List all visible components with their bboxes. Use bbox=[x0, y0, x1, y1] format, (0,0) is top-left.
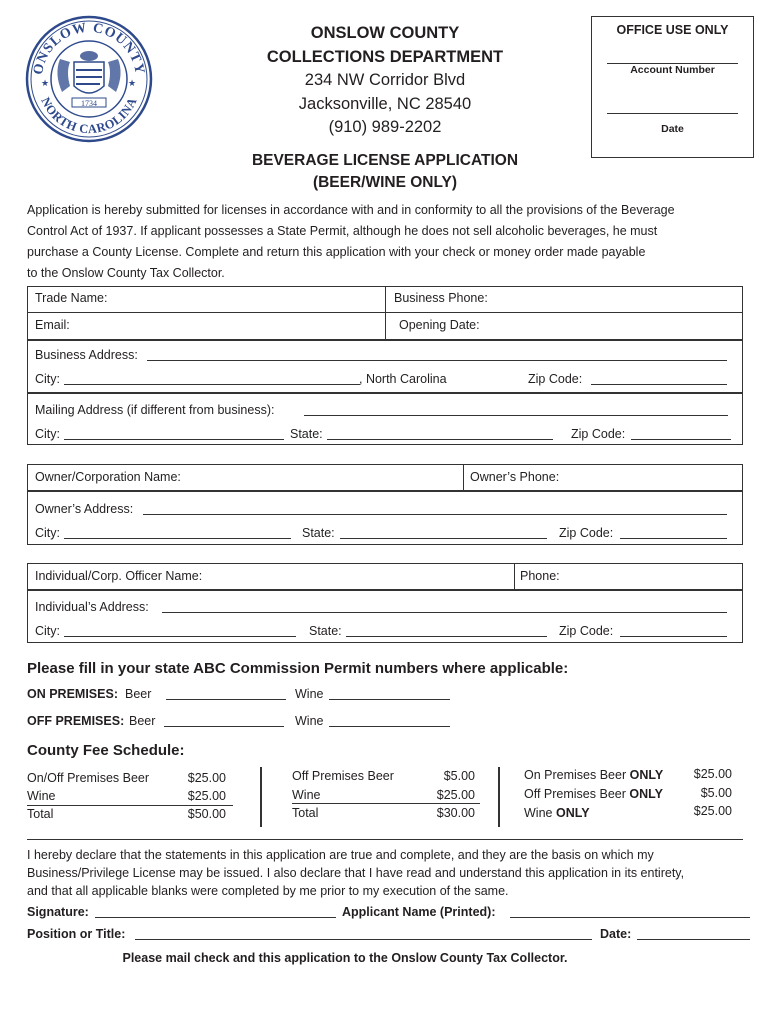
office-use-box bbox=[591, 16, 754, 158]
mailing-address-field[interactable] bbox=[304, 415, 728, 416]
officer-address-field[interactable] bbox=[162, 612, 727, 613]
declaration-date-field[interactable] bbox=[637, 939, 750, 940]
fee-label: Wine bbox=[524, 806, 553, 820]
off-premises-beer-field[interactable] bbox=[164, 726, 284, 727]
fee-label: Wine bbox=[27, 789, 56, 803]
mailing-state-label: State: bbox=[290, 427, 323, 441]
fee-amount: $5.00 bbox=[443, 769, 475, 783]
on-premises-wine-field[interactable] bbox=[329, 699, 450, 700]
owner-state-field[interactable] bbox=[340, 538, 547, 539]
form-title bbox=[200, 150, 570, 194]
email-label: Email: bbox=[35, 318, 70, 332]
street-address: 234 NW Corridor Blvd bbox=[304, 71, 466, 89]
svg-text:★: ★ bbox=[128, 78, 137, 88]
fee-schedule-title: County Fee Schedule: bbox=[27, 742, 185, 759]
fee-amount: $25.00 bbox=[187, 789, 226, 803]
fee-amount: $25.00 bbox=[187, 771, 226, 785]
fee-label: On/Off Premises Beer bbox=[27, 771, 150, 785]
fee-label-only: ONLY bbox=[629, 768, 664, 782]
fee-label-group bbox=[524, 787, 663, 801]
mail-instruction: Please mail check and this application to the Onslow County Tax Collector. bbox=[122, 951, 568, 965]
declaration-line: Business/Privilege License may be issued. I also declare that I have read and understand this application in its entirety, bbox=[27, 866, 685, 880]
position-title-label: Position or Title: bbox=[27, 927, 126, 941]
intro-line: purchase a County License. Complete and return this application with your check or money order made payable bbox=[27, 245, 646, 259]
declaration-line: and that all applicable blanks were completed by me prior to my execution of the same. bbox=[27, 884, 509, 898]
abc-permits-title: Please fill in your state ABC Commission Permit numbers where applicable: bbox=[27, 660, 569, 677]
business-phone-label: Business Phone: bbox=[394, 291, 488, 305]
fee-label: Off Premises Beer bbox=[524, 787, 626, 801]
mailing-state-field[interactable] bbox=[327, 439, 553, 440]
fee-label-group bbox=[524, 768, 663, 782]
fee-label: Off Premises Beer bbox=[292, 769, 394, 783]
fee-amount: $25.00 bbox=[693, 767, 732, 781]
owner-zip-label: Zip Code: bbox=[559, 526, 614, 540]
mailing-zip-field[interactable] bbox=[631, 439, 731, 440]
officer-address-label: Individual’s Address: bbox=[35, 600, 149, 614]
off-premises-label: OFF PREMISES: bbox=[27, 714, 125, 728]
off-premises-beer-label: Beer bbox=[129, 714, 156, 728]
mailing-city-field[interactable] bbox=[64, 439, 284, 440]
owner-city-label: City: bbox=[35, 526, 60, 540]
on-premises-label: ON PREMISES: bbox=[27, 687, 118, 701]
declaration-paragraph bbox=[27, 846, 757, 900]
department-header bbox=[250, 22, 520, 140]
account-number-label: Account Number bbox=[630, 64, 715, 76]
on-premises-wine-label: Wine bbox=[295, 687, 324, 701]
office-use-title: OFFICE USE ONLY bbox=[616, 23, 729, 37]
on-premises-beer-field[interactable] bbox=[166, 699, 286, 700]
business-city-label: City: bbox=[35, 372, 60, 386]
owner-address-label: Owner’s Address: bbox=[35, 502, 134, 516]
owner-state-label: State: bbox=[302, 526, 335, 540]
form-title-line2: (BEER/WINE ONLY) bbox=[312, 174, 458, 191]
business-zip-field[interactable] bbox=[591, 384, 727, 385]
fee-label-group bbox=[524, 806, 590, 820]
owner-name-label: Owner/Corporation Name: bbox=[35, 470, 181, 484]
fee-label: Wine bbox=[292, 788, 321, 802]
owner-address-field[interactable] bbox=[143, 514, 727, 515]
phone-number: (910) 989-2202 bbox=[328, 118, 442, 136]
owner-phone-label: Owner’s Phone: bbox=[470, 470, 560, 484]
business-state-fixed: , North Carolina bbox=[359, 372, 447, 386]
applicant-name-field[interactable] bbox=[510, 917, 750, 918]
office-date-label: Date bbox=[661, 123, 684, 135]
owner-zip-field[interactable] bbox=[620, 538, 727, 539]
officer-zip-field[interactable] bbox=[620, 636, 727, 637]
fee-label-only: ONLY bbox=[555, 806, 590, 820]
seal-top-text: ONSLOW COUNTY bbox=[31, 20, 147, 77]
svg-text:ONSLOW COUNTY bbox=[31, 21, 147, 76]
fee-amount: $5.00 bbox=[700, 786, 732, 800]
mailing-zip-label: Zip Code: bbox=[571, 427, 626, 441]
seal-bottom-text: NORTH CAROLINA bbox=[38, 95, 140, 137]
signature-label: Signature: bbox=[27, 905, 89, 919]
department-name: COLLECTIONS DEPARTMENT bbox=[266, 47, 504, 66]
fee-amount: $25.00 bbox=[436, 788, 475, 802]
fee-amount: $25.00 bbox=[693, 804, 732, 818]
trade-name-label: Trade Name: bbox=[35, 291, 108, 305]
officer-phone-label: Phone: bbox=[520, 569, 560, 583]
fee-label: On Premises Beer bbox=[524, 768, 627, 782]
form-title-line1: BEVERAGE LICENSE APPLICATION bbox=[251, 152, 519, 169]
signature-field[interactable] bbox=[95, 917, 336, 918]
svg-text:★: ★ bbox=[41, 78, 50, 88]
on-premises-beer-label: Beer bbox=[125, 687, 152, 701]
fee-total-label: Total bbox=[27, 807, 54, 821]
off-premises-wine-field[interactable] bbox=[329, 726, 450, 727]
business-address-label: Business Address: bbox=[35, 348, 138, 362]
business-zip-label: Zip Code: bbox=[528, 372, 583, 386]
opening-date-label: Opening Date: bbox=[399, 318, 480, 332]
fee-label-only: ONLY bbox=[629, 787, 663, 801]
mailing-address-box bbox=[27, 393, 743, 445]
intro-line: to the Onslow County Tax Collector. bbox=[27, 266, 225, 280]
mailing-address-label: Mailing Address (if different from business): bbox=[35, 403, 275, 417]
off-premises-wine-label: Wine bbox=[295, 714, 324, 728]
seal-year: 1734 bbox=[81, 99, 97, 108]
county-seal bbox=[24, 14, 154, 144]
business-city-field[interactable] bbox=[64, 384, 360, 385]
declaration-line: I hereby declare that the statements in this application are true and complete, and they are the basis on which my bbox=[27, 848, 654, 862]
owner-city-field[interactable] bbox=[64, 538, 291, 539]
fee-total-amount: $50.00 bbox=[187, 807, 226, 821]
officer-state-field[interactable] bbox=[346, 636, 547, 637]
officer-city-label: City: bbox=[35, 624, 60, 638]
fee-total-label: Total bbox=[292, 806, 319, 820]
officer-zip-label: Zip Code: bbox=[559, 624, 614, 638]
office-date-line[interactable] bbox=[607, 113, 738, 114]
owner-address-box bbox=[27, 491, 743, 545]
applicant-name-label: Applicant Name (Printed): bbox=[342, 905, 496, 919]
seal-graphic bbox=[24, 14, 154, 144]
intro-paragraph bbox=[27, 200, 752, 284]
officer-state-label: State: bbox=[309, 624, 342, 638]
officer-city-field[interactable] bbox=[64, 636, 296, 637]
position-title-field[interactable] bbox=[135, 939, 592, 940]
county-name: ONSLOW COUNTY bbox=[310, 24, 460, 42]
declaration-date-label: Date: bbox=[600, 927, 632, 941]
mailing-city-label: City: bbox=[35, 427, 60, 441]
business-address-field[interactable] bbox=[147, 360, 727, 361]
intro-line: Application is hereby submitted for licenses in accordance with and in conformity to all the provisions of the Beverage bbox=[27, 203, 675, 217]
city-state-zip: Jacksonville, NC 28540 bbox=[298, 94, 472, 113]
fee-total-amount: $30.00 bbox=[436, 806, 475, 820]
officer-name-label: Individual/Corp. Officer Name: bbox=[35, 569, 203, 583]
intro-line: Control Act of 1937. If applicant possesses a State Permit, although he does not sell alcoholic beverages, he must bbox=[27, 224, 658, 238]
